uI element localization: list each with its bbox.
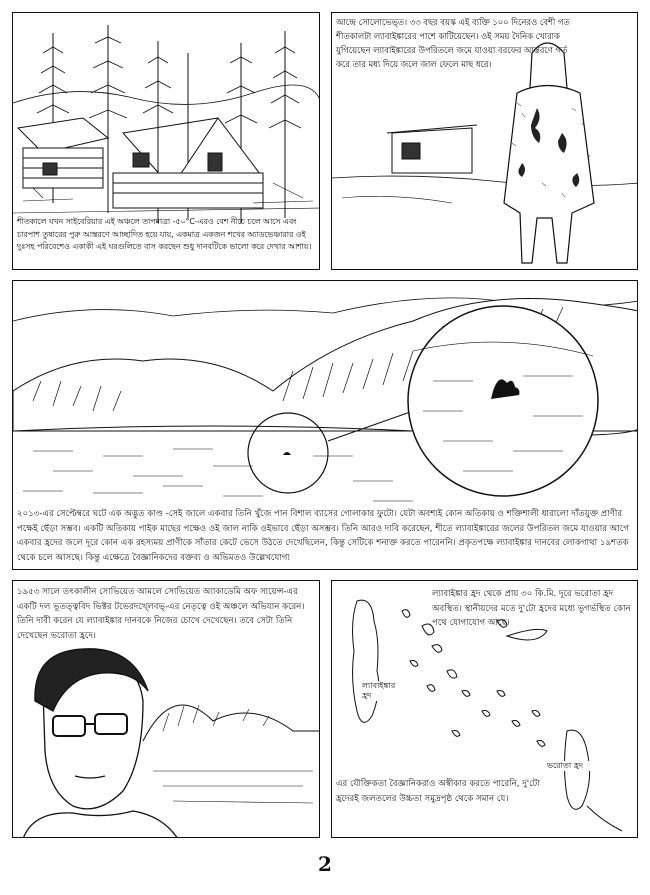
panel-cabins bbox=[12, 12, 320, 270]
panel-fisherman bbox=[331, 12, 638, 270]
panel-fisherman-caption: আন্দ্রে সোলোভেভ্ত। ৩৩ বছর বয়স্ক এই ব্যক্তি ১০০ দিনেরও বেশী গত শীতকালটা ল্যাবাইঙ্কারের পাশে কাটিয়েছেন। ওই সময় দৈনিক খোরাক যুগিয়েছেন ল্যাবাইঙ্কারের উপরিতলে জমে যাওয়া বরফের আস্তরণে গর্ত করে তার মধ্য দিয়ে জলে জাল ফেলে মাছ ধরে। bbox=[336, 17, 570, 69]
panel-cabins-caption: শীতকালে যখন সাইবেরিয়ার এই অঞ্চলে তাপমাত্রা -৫০°C-এরও বেশ নীচে চলে আসে এবং চারপাশ তুষারের পুরু আস্তরণে আচ্ছাদিত হয়ে যায়, একমাত্র একজন শখের অ্যাডভেঞ্চারার ওই দুঃসহ পরিবেশেও একাকী এই ঘরগুলিতে বাস করছেন শুধু দানবটিকে ভালো করে দেখার আশায়। bbox=[17, 217, 312, 251]
panel-portrait bbox=[12, 580, 320, 838]
panel-lake-caption: ২০১৩-এর সেপ্টেম্বরে ঘটে এক অদ্ভুত কাণ্ড -সেই জালে একবার তিনি খুঁজে পান বিশাল ব্যাসের গোলাকার ফুটো। যেটা অবশ্যই কোন অতিকায় ও শক্তিশালী ধারালো দাঁতযুক্ত প্রাণীর পক্ষেই ছেঁড়া সম্ভব। একটি অতিকায় পাইক মাছের পক্ষেও ওই জাল নাকি ওইভাবে ছেঁড়া অসম্ভব। তিনি আরও দাবি করেছেন, শীতে ল্যাবাইঙ্কারের জলের উপরিতল জমে যাওয়ার আগে একবার হ্রদের জলে দূরে কোন এক রহস্যময় প্রাণীকে সাঁতার কেটে ভেসে উঠতে দেখেছিলেন, কিন্তু সেটিকে শনাক্ত করতে পারেননি। প্রকৃতপক্ষে ল্যাবাইঙ্কার দানবের লোকগাথা ১৯শতক থেকে চলে আসছে। কিন্তু এক্ষেত্রে বৈজ্ঞানিকদের বক্তব্য ও অভিমতও উল্লেখযোগ্য bbox=[17, 509, 629, 563]
panel-portrait-caption: ১৯৫৩ সালে তৎকালীন সোভিয়েত আমলে সোভিয়েত অ্যাকাডেমি অফ সায়েন্স-এর একটি দল ভূতত্ত্ববিদ ভিক্টর টভেরদখ্লেবভ্-এর নেতৃত্বে ওই অঞ্চলে অভিযান করেন। তিনি দাবী করেন যে ল্যাবাইঙ্কার দানবকে নিজের চোখে দেখেছেন। তবে সেটা তিনি দেখেছেন ভরোতা হ্রদে। bbox=[17, 587, 305, 641]
panel-map bbox=[331, 580, 638, 838]
label-labynkyr-lake: ল্যাবাইঙ্কার হ্রদ bbox=[362, 681, 407, 701]
label-vorota-lake: ভরোতা হ্রদ bbox=[547, 761, 602, 771]
panel-map-caption-top: ল্যাবাইঙ্কার হ্রদ থেকে প্রায় ৩০ কি.মি. দূরে ভরোতা হ্রদ অবস্থিত। স্থানীয়দের মতে দু'টো হ্রদের মধ্যে ভূগর্ভস্থিত কোন পথে যোগাযোগ আছে। bbox=[432, 589, 631, 628]
panel-map-caption-bottom: এর যৌক্তিকতা বৈজ্ঞানিকরাও অস্বীকার করতে পারেনি, দু'টো হ্রদেরই জলতলের উচ্চতা সমুদ্রপৃষ্ঠ থেকে সমান যে। bbox=[336, 779, 540, 804]
panel-lake bbox=[12, 280, 638, 570]
page-number: 2 bbox=[318, 852, 332, 876]
